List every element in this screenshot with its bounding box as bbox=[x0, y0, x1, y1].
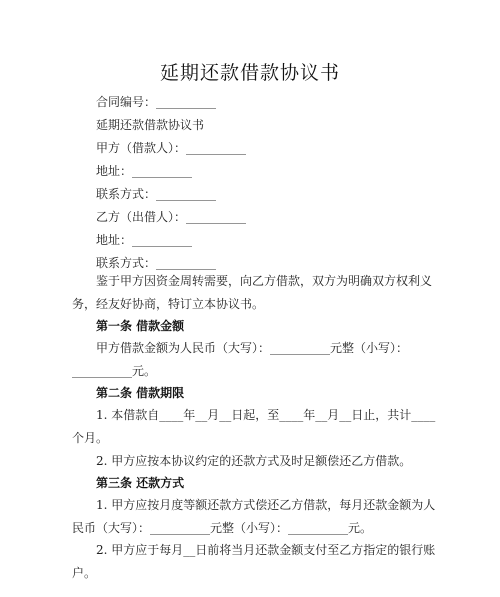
article-3-item-1-line-1: 1. 甲方应按月度等额还款方式偿还乙方借款，每月还款金额为人 bbox=[96, 498, 436, 512]
article-1-line-1: 甲方借款金额为人民币（大写）：__________元整（小写）： bbox=[96, 341, 409, 355]
contract-number-line: 合同编号：__________ bbox=[96, 95, 217, 109]
preamble-line-1: 鉴于甲方因资金周转需要，向乙方借款，双方为明确双方权利义 bbox=[96, 274, 433, 288]
article-3-item-1-line-2: 民币（大写）：__________元整（小写）：__________元。 bbox=[72, 521, 373, 535]
preamble-line-2: 务，经友好协商，特订立本协议书。 bbox=[72, 297, 265, 311]
party-b-line: 乙方（出借人）：__________ bbox=[96, 210, 247, 224]
document-subtitle-line: 延期还款借款协议书 bbox=[96, 118, 205, 132]
article-2-item-1-line-2: 个月。 bbox=[72, 431, 109, 445]
article-3-item-2-line-1: 2. 甲方应于每月__日前将当月还款金额支付至乙方指定的银行账 bbox=[96, 543, 436, 557]
party-b-address-line: 地址：__________ bbox=[96, 233, 193, 247]
article-2-item-2: 2. 甲方应按本协议约定的还款方式及时足额偿还乙方借款。 bbox=[96, 454, 412, 468]
party-a-line: 甲方（借款人）：__________ bbox=[96, 141, 247, 155]
article-2-heading: 第二条 借款期限 bbox=[96, 386, 185, 400]
article-1-heading: 第一条 借款金额 bbox=[96, 319, 185, 333]
article-3-item-2-line-2: 户。 bbox=[72, 566, 97, 580]
document-title: 延期还款借款协议书 bbox=[159, 62, 340, 84]
article-1-line-2: __________元。 bbox=[72, 364, 157, 378]
party-b-contact-line: 联系方式：__________ bbox=[96, 256, 217, 270]
party-a-address-line: 地址：__________ bbox=[96, 164, 193, 178]
article-2-item-1-line-1: 1. 本借款自____年__月__日起，至____年__月__日止，共计____ bbox=[96, 408, 436, 422]
party-a-contact-line: 联系方式：__________ bbox=[96, 187, 217, 201]
article-3-heading: 第三条 还款方式 bbox=[96, 476, 185, 490]
